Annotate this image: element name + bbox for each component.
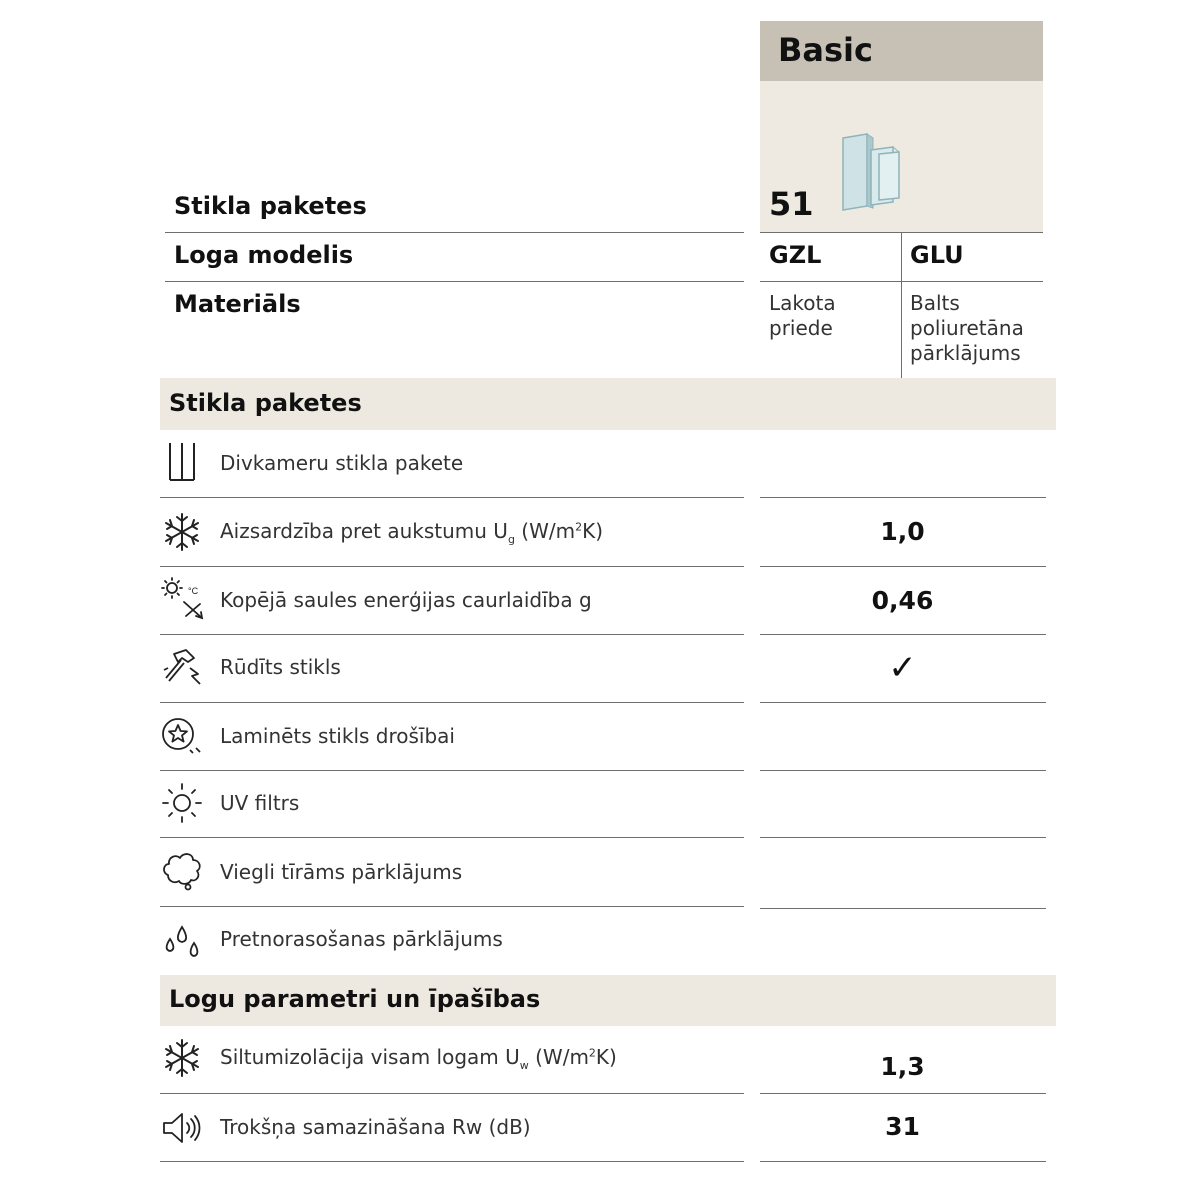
speaker-icon: [160, 1106, 204, 1150]
snowflake-icon: [160, 510, 204, 554]
star-shield-icon: [160, 714, 204, 758]
row-label: Viegli tīrāms pārklājums: [220, 860, 463, 884]
row-value: 0,46: [871, 586, 934, 615]
row-label: Divkameru stikla pakete: [220, 451, 464, 475]
tempered-glass-check: ✓: [888, 648, 917, 688]
row-label: Rūdīts stikls: [220, 655, 341, 679]
column-title: Basic: [778, 31, 873, 69]
model-label: Loga modelis: [174, 241, 354, 269]
row-label: Kopējā saules enerģijas caurlaidība g: [220, 588, 592, 612]
material-gzl: Lakota priede: [769, 291, 836, 340]
row-label-window-insulation: Siltumizolācija visam logam $U_w$ $(W/m^2K)$: [220, 1045, 617, 1072]
water-drops-icon: [160, 917, 204, 961]
sun-temperature-icon: [160, 576, 204, 620]
model-glu: GLU: [910, 241, 964, 269]
model-gzl: GZL: [769, 241, 822, 269]
glazing-number: 51: [769, 185, 814, 223]
row-label: UV filtrs: [220, 791, 300, 815]
glazing-label: Stikla paketes: [174, 192, 367, 220]
material-label: Materiāls: [174, 290, 301, 318]
row-value: 1,3: [880, 1052, 925, 1081]
row-label: Laminēts stikls drošībai: [220, 724, 455, 748]
glass-pane-icon: [160, 440, 204, 484]
row-label-cold-protection: Aizsardzība pret aukstumu $U_g$ $(W/m^2K)$: [220, 519, 603, 546]
sun-uv-icon: [160, 781, 204, 825]
row-label: Trokšņa samazināšana Rw (dB): [220, 1115, 531, 1139]
section-header-window-params: Logu parametri un īpašības: [160, 975, 1056, 1026]
glass-unit-illustration: [835, 132, 905, 214]
row-label: Pretnorasošanas pārklājums: [220, 927, 503, 951]
snowflake-icon: [160, 1036, 204, 1080]
row-value: 1,0: [880, 517, 925, 546]
hammer-icon: [160, 646, 204, 690]
row-value: 31: [885, 1112, 920, 1141]
section-header-glazing: Stikla paketes: [160, 378, 1056, 430]
svg-text:°C: °C: [188, 586, 199, 596]
basic-column-header: [760, 21, 1043, 81]
material-glu: Balts poliuretāna pārklājums: [910, 291, 1024, 365]
cloud-dirt-icon: [160, 849, 204, 893]
